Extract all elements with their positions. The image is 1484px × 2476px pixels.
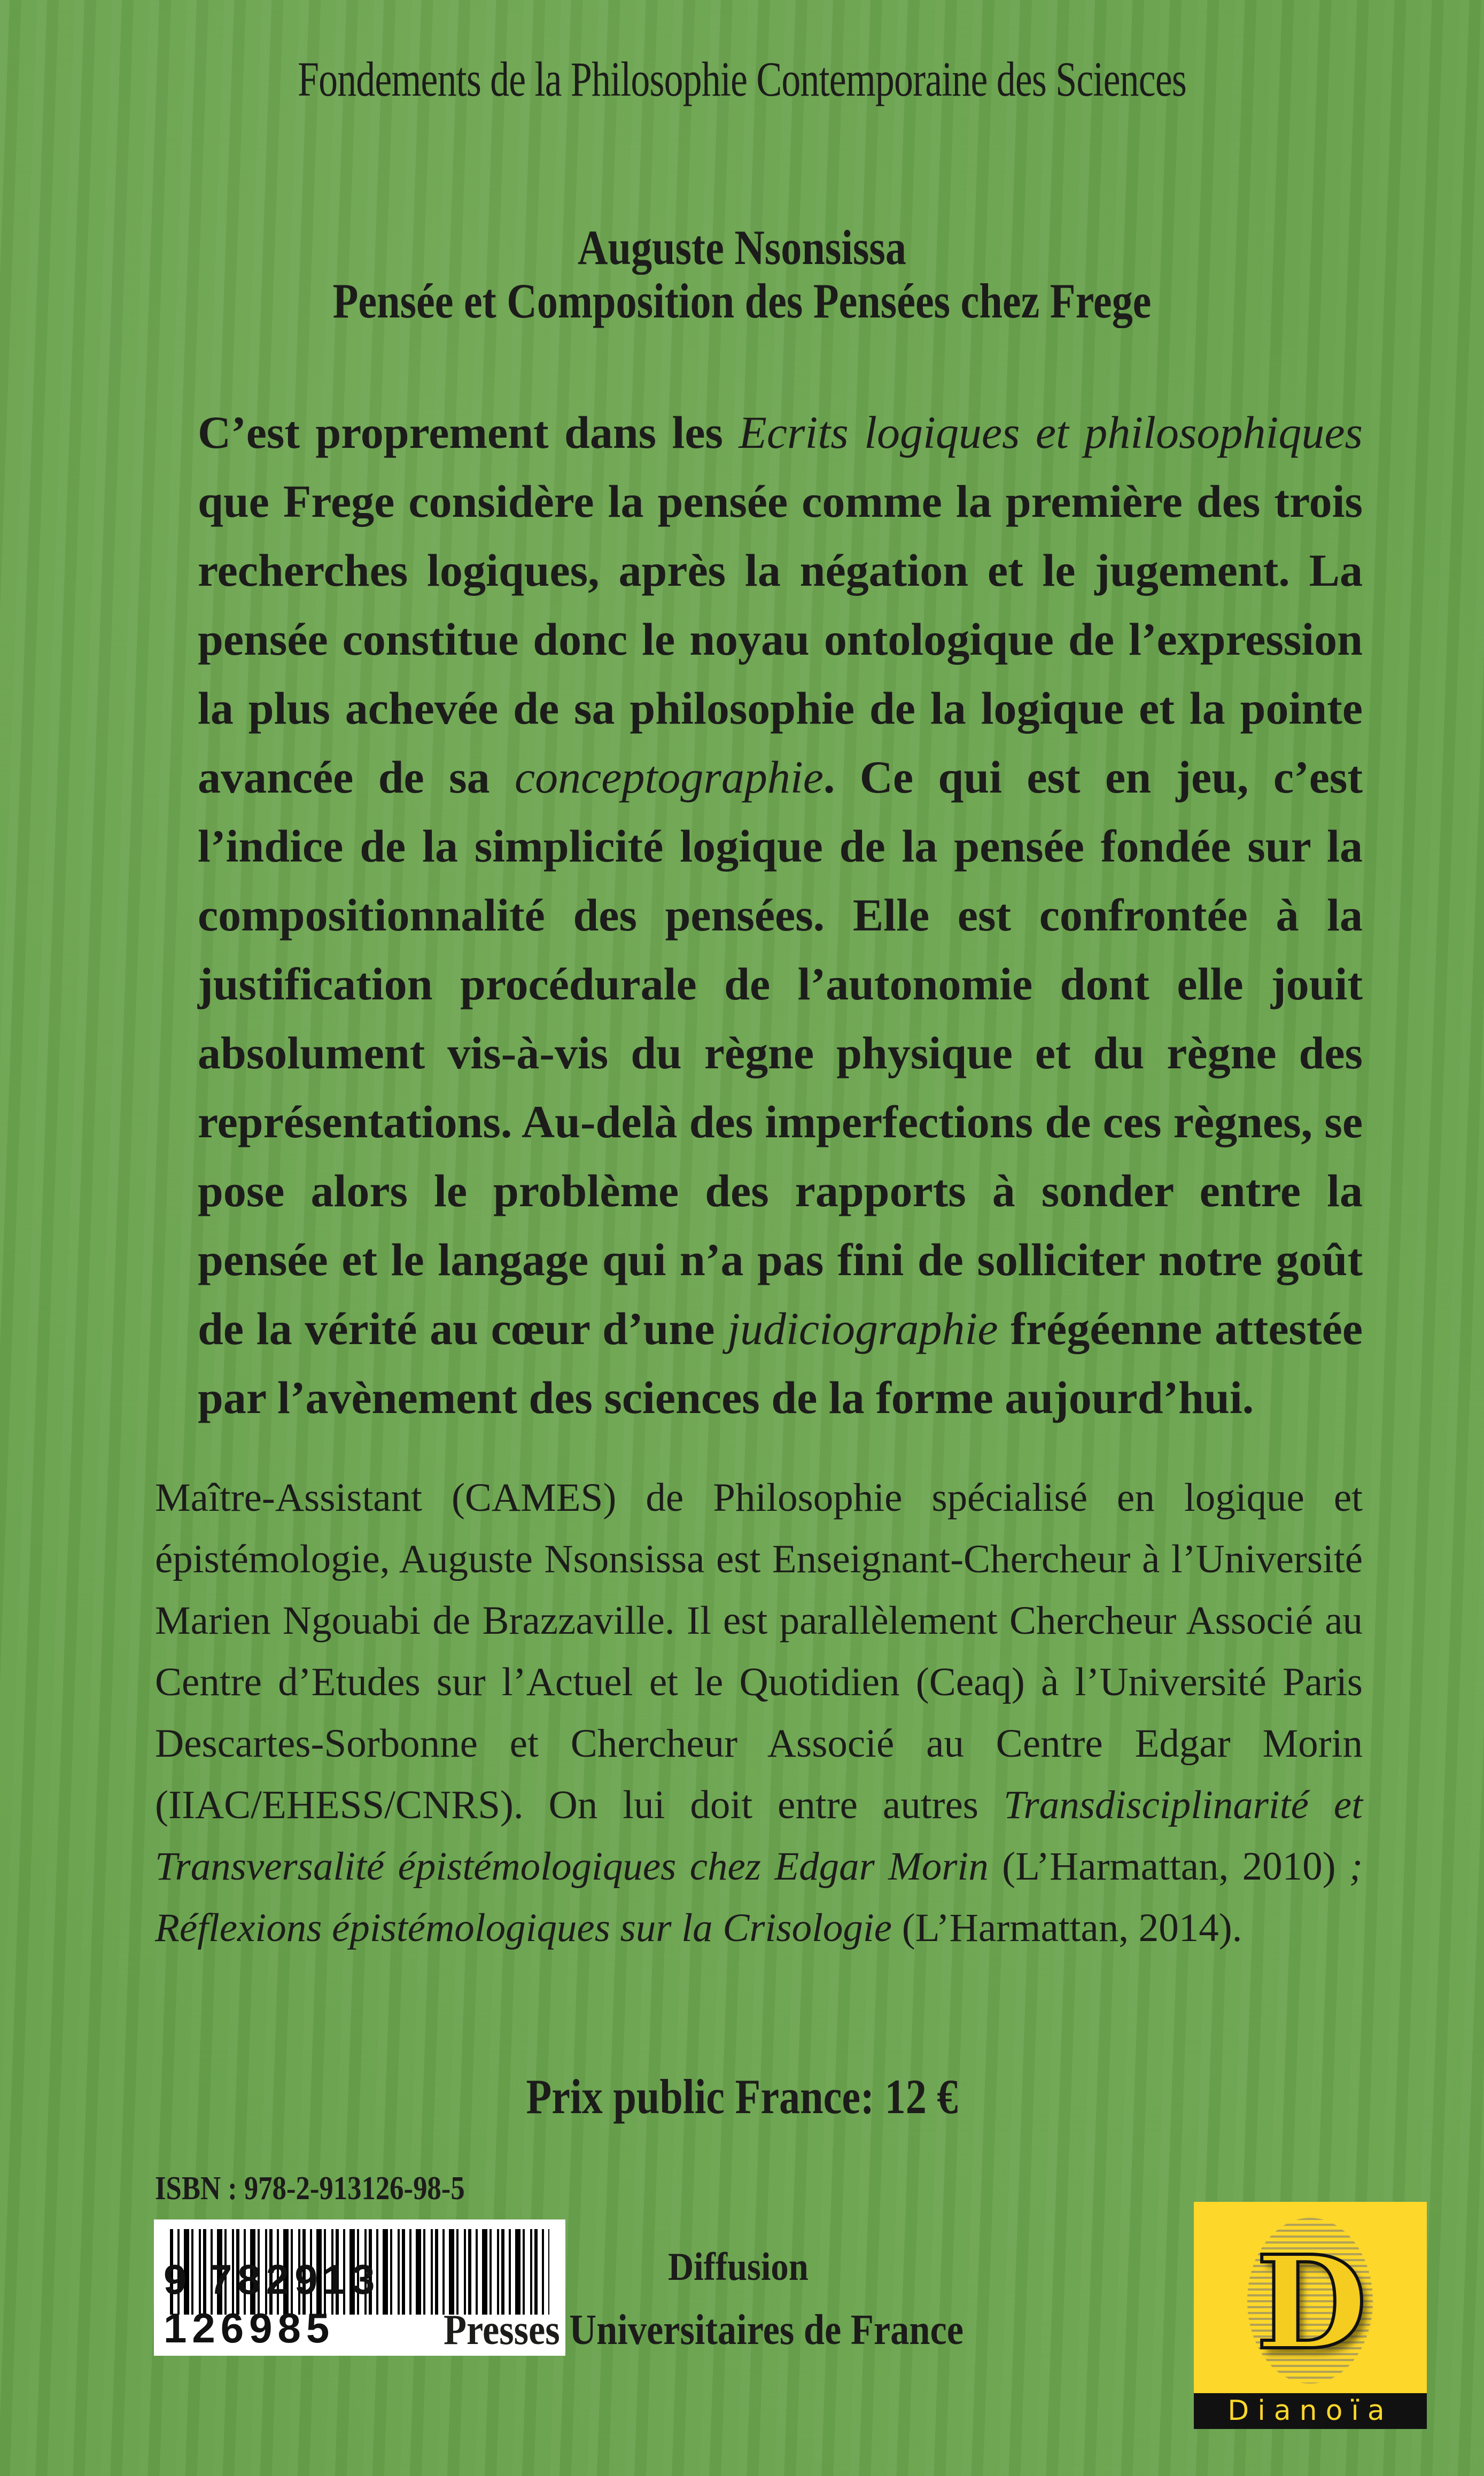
blurb-italic-work-title: Ecrits logiques et philosophiques (739, 407, 1363, 458)
bio-italic-work-title: Transdisciplinarité et Transversalité épistémologiques chez Edgar Morin (155, 1783, 1363, 1889)
bio-italic-work-title: ; Réflexions épistémologiques sur la Crisologie (155, 1844, 1363, 1950)
author-name: Auguste Nsonsissa (578, 220, 906, 275)
publisher-logo (1194, 2202, 1427, 2429)
book-blurb (198, 398, 1363, 1432)
book-title: Pensée et Composition des Pensées chez Frege (332, 274, 1152, 328)
distributor-name: Presses Universitaires de France (444, 2307, 964, 2354)
blurb-text: . Ce qui est en jeu, c’est l’indice de la simplicité logique de la pensée fondée sur la compositionnalité des pensées. Elle est confrontée à la justification procédurale de l’autonomie dont elle jouit absolument vis-à-vis du règne physique et du règne des représentations. Au-delà des imperfections de ces règnes, se pose alors le problème des rapports à sonder entre la pensée et le langage qui n’a pas fini de solliciter notre goût de la vérité au cœur d’une (198, 751, 1363, 1354)
blurb-italic-term: judiciographie (727, 1303, 998, 1354)
bio-text: (L’Harmattan, 2010) (988, 1844, 1350, 1889)
blurb-text: que Frege considère la pensée comme la première des trois recherches logiques, après la négation et le jugement. La pensée constitue donc le noyau ontologique de l’expression la plus achevée de sa philosophie de la logique et la pointe avancée de sa (198, 476, 1363, 803)
diffusion-label: Diffusion (668, 2245, 809, 2289)
author-bio (155, 1467, 1363, 1959)
blurb-text: frégéenne attestée par l’avènement des sciences de la forme aujourd’hui. (198, 1303, 1363, 1423)
price-label: Prix public France: 12 € (526, 2069, 958, 2124)
publisher-name: Dianoïa (1194, 2393, 1427, 2429)
series-title: Fondements de la Philosophie Contemporaine des Sciences (297, 52, 1187, 106)
isbn-label: ISBN : 978-2-913126-98-5 (155, 2170, 465, 2207)
bio-text: (L’Harmattan, 2014). (892, 1906, 1242, 1950)
blurb-italic-term: conceptographie (514, 751, 823, 803)
bio-text: Maître-Assistant (CAMES) de Philosophie spécialisé en logique et épistémologie, Auguste Nsonsissa est Enseignant-Chercheur à l’Université Marien Ngouabi de Brazzaville. Il est parallèlement Chercheur Associé au Centre d’Etudes sur l’Actuel et le Quotidien (Ceaq) à l’Université Paris Descartes-Sorbonne et Chercheur Associé au Centre Edgar Morin (IIAC/EHESS/CNRS). On lui doit entre autres (155, 1476, 1363, 1827)
barcode-number: 9 782913 126985 (164, 2256, 380, 2351)
logo-letter-d-icon: D (1255, 2227, 1368, 2378)
blurb-text: C’est proprement dans les (198, 407, 739, 458)
